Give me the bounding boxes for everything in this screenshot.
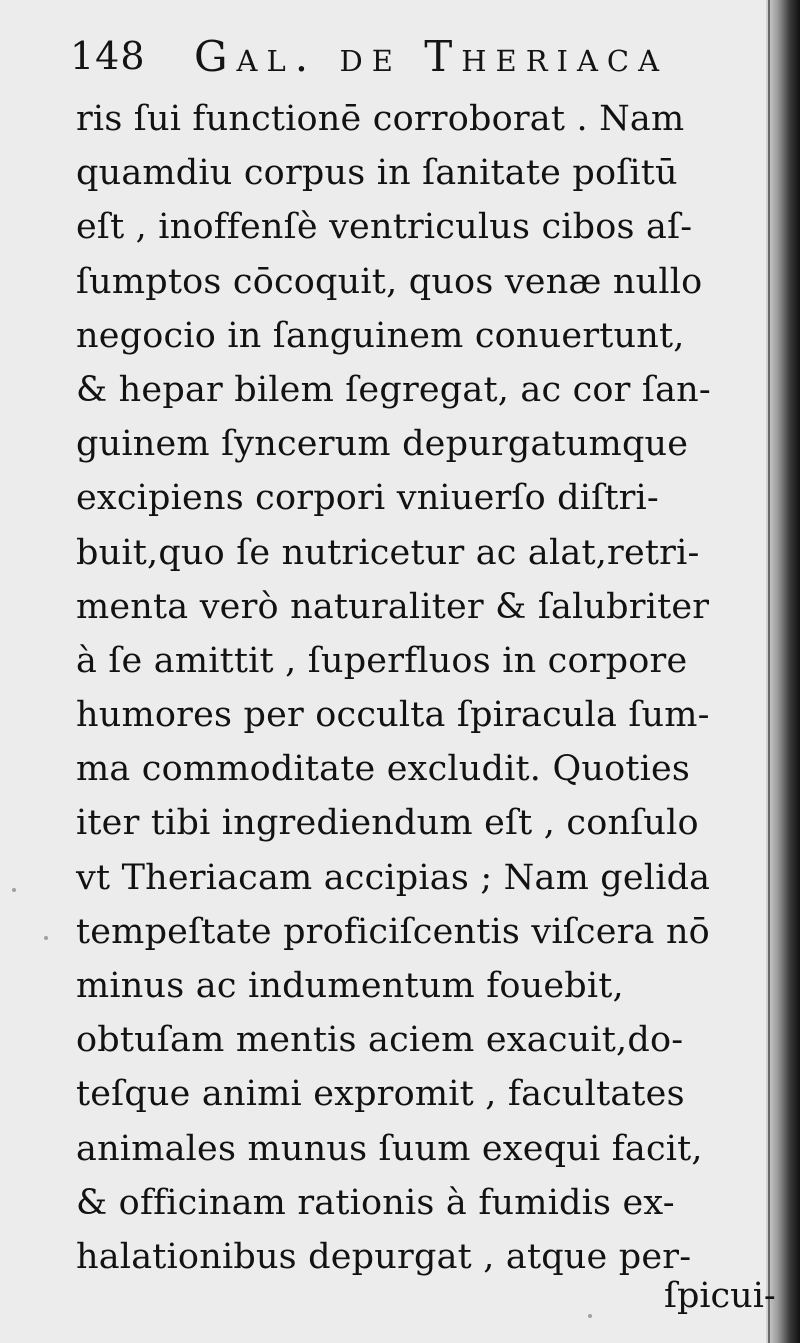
text-line: obtuſam mentis aciem exacuit,do- <box>76 1020 684 1061</box>
binding-gutter <box>766 0 800 1343</box>
text-line: & hepar bilem ſegregat, ac cor ſan- <box>76 369 711 410</box>
text-line: eſt , inoffenſè ventriculus cibos aſ- <box>76 207 693 248</box>
text-line: ſumptos cōcoquit, quos venæ nullo <box>76 261 703 302</box>
text-line: ris ſui functionē corroborat . Nam <box>76 99 685 139</box>
text-line: humores per occulta ſpiracula ſum- <box>76 695 710 736</box>
text-line: menta verò naturaliter & ſalubriter <box>76 586 710 627</box>
text-line: iter tibi ingrediendum eſt , conſulo <box>76 803 699 844</box>
text-line: minus ac indumentum fouebit, <box>76 966 624 1006</box>
catchword: ſpicui- <box>664 1276 776 1316</box>
body-text <box>76 92 766 1284</box>
text-line: halationibus depurgat , atque per- <box>76 1236 692 1277</box>
paper-speck <box>588 1314 592 1318</box>
running-title: Gal. de Theriaca <box>194 32 669 81</box>
paper-speck <box>44 936 48 940</box>
text-line: & officinam rationis à fumidis ex- <box>76 1182 675 1223</box>
text-line: animales munus ſuum exequi facit, <box>76 1128 703 1169</box>
text-line: buit,quo ſe nutricetur ac alat,retri- <box>76 532 700 573</box>
page-number: 148 <box>70 34 146 78</box>
text-line: quamdiu corpus in ſanitate poſitū <box>76 153 678 194</box>
text-line: teſque animi expromit , facultates <box>76 1074 685 1115</box>
page-crease <box>768 0 770 1343</box>
text-line: excipiens corpori vniuerſo diſtri- <box>76 478 659 519</box>
text-line: ma commoditate excludit. Quoties <box>76 749 691 790</box>
text-line: guinem ſyncerum depurgatumque <box>76 424 689 465</box>
text-line: tempeſtate proficiſcentis viſcera nō <box>76 911 710 952</box>
text-line: negocio in ſanguinem conuertunt, <box>76 315 685 356</box>
text-line: vt Theriacam accipias ; Nam gelida <box>76 857 711 898</box>
paper-speck <box>12 888 16 892</box>
running-head <box>70 20 760 90</box>
text-line: à ſe amittit , ſuperfluos in corpore <box>76 640 688 681</box>
